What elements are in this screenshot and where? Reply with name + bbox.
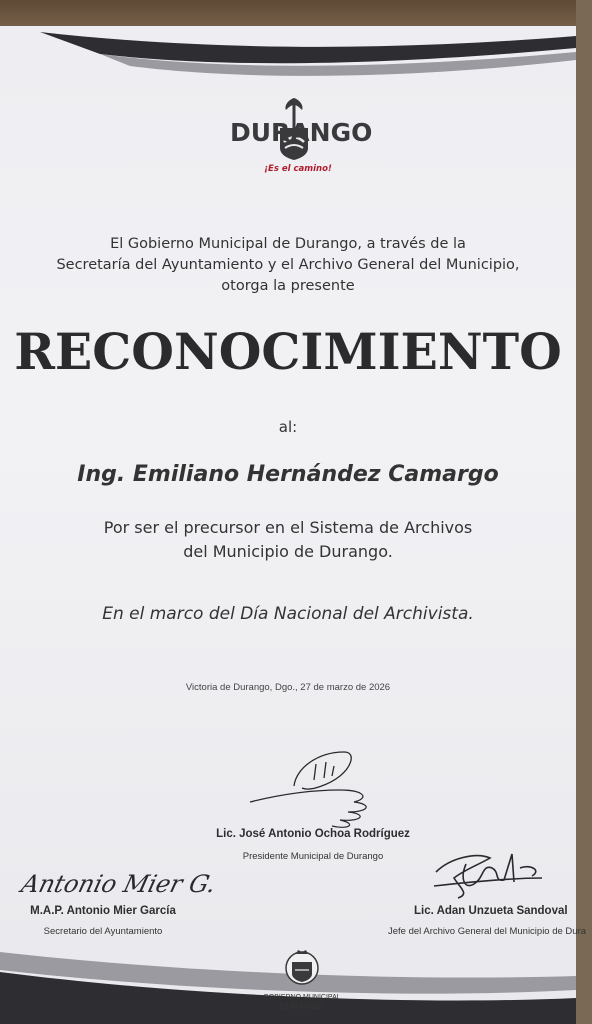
reason-line: del Municipio de Durango. xyxy=(183,542,393,561)
archive-head-signature xyxy=(430,848,546,902)
intro-line: Secretaría del Ayuntamiento y el Archivo General del Municipio, xyxy=(56,257,520,273)
secretary-signature-text: Antonio Mier G. xyxy=(18,869,220,898)
top-decorative-swoosh xyxy=(0,26,576,96)
reason-line: Por ser el precursor en el Sistema de Archivos xyxy=(103,518,473,537)
seal-caption xyxy=(262,994,342,1010)
secretary-title: Secretario del Ayuntamiento xyxy=(43,926,163,937)
recognition-reason xyxy=(40,516,536,564)
occasion-text: En el marco del Día Nacional del Archivista. xyxy=(102,604,474,624)
secretary-signature xyxy=(18,860,220,906)
intro-text xyxy=(20,234,556,297)
certificate-title: RECONOCIMIENTO xyxy=(14,322,562,381)
secretary-name: M.A.P. Antonio Mier García xyxy=(30,905,176,917)
archive-head-title: Jefe del Archivo General del Municipio de Dura xyxy=(388,926,587,937)
durango-wordmark: DURANGO xyxy=(230,118,373,147)
president-signature xyxy=(244,746,384,830)
seal-caption-line: GOBIERNO MUNICIPAL xyxy=(263,994,341,1001)
intro-line: otorga la presente xyxy=(221,278,355,294)
to-label: al: xyxy=(278,418,298,436)
seal-caption-city: DURANGO xyxy=(280,1001,324,1011)
intro-line: El Gobierno Municipal de Durango, a través de la xyxy=(110,236,466,252)
recipient-name: Ing. Emiliano Hernández Camargo xyxy=(77,462,499,487)
president-name: Lic. José Antonio Ochoa Rodríguez xyxy=(216,828,410,840)
president-title: Presidente Municipal de Durango xyxy=(242,851,384,862)
place-and-date: Victoria de Durango, Dgo., 27 de marzo de 2026 xyxy=(185,682,391,693)
archive-head-name: Lic. Adan Unzueta Sandoval xyxy=(414,905,568,917)
durango-logo xyxy=(218,96,373,182)
logo-slogan: ¡Es el camino! xyxy=(264,164,332,174)
